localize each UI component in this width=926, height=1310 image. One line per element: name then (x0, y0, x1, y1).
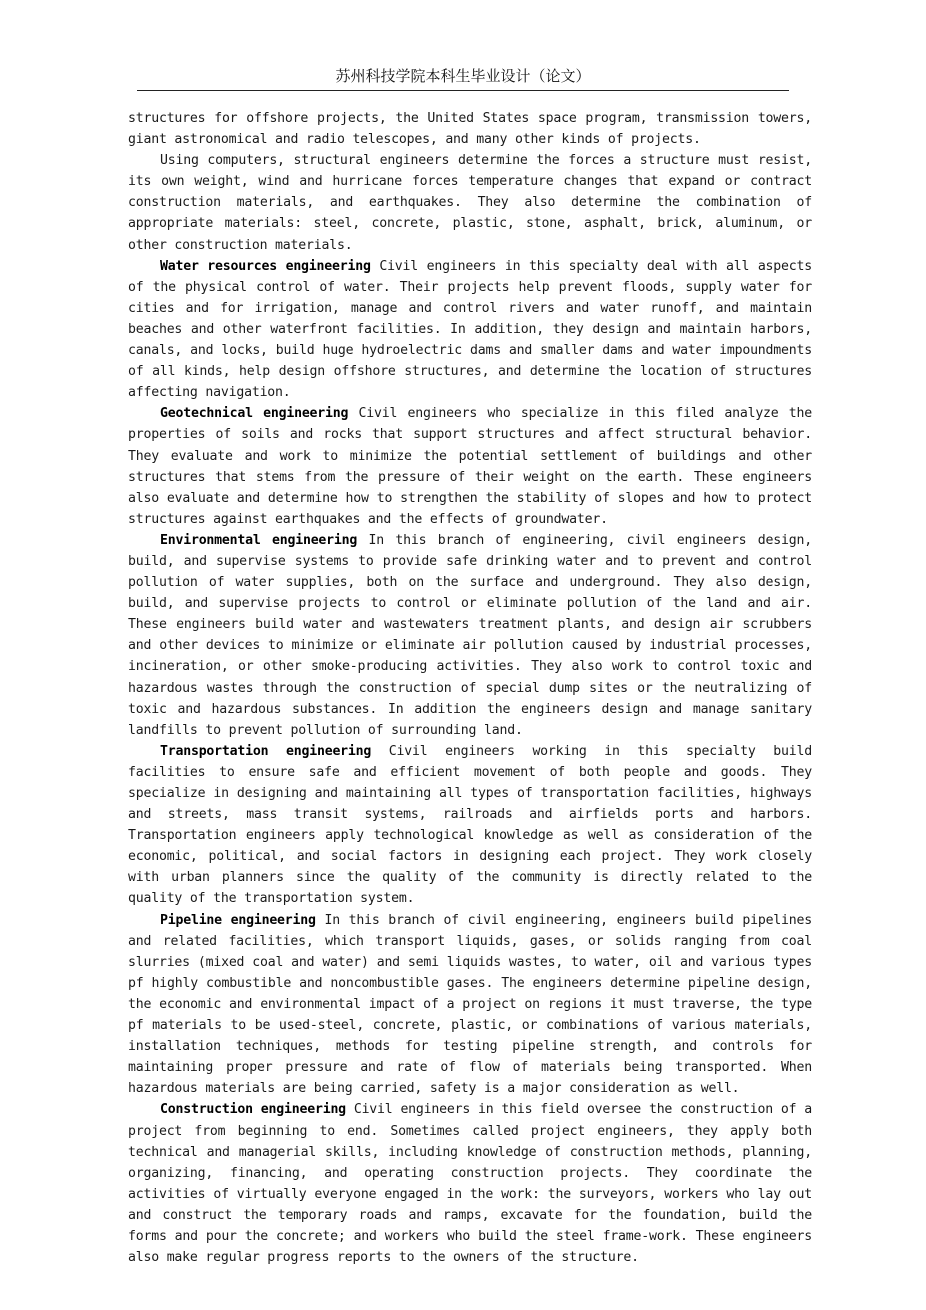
paragraph-environmental (128, 530, 812, 741)
paragraph-pipeline (128, 910, 812, 1100)
paragraph-text: In this branch of civil engineering, engineers build pipelines and related facilities, which transport liquids, gases, or solids ranging from coal slurries (mixed coal and water) and semi liquids wastes, to water, oil and various types pf highly combustible and noncombustible gases. The engineers determine pipeline design, the economic and environmental impact of a project on regions it must traverse, the type pf materials to be used-steel, concrete, plastic, or combinations of various materials, installation techniques, methods for testing pipeline strength, and controls for maintaining proper pressure and rate of flow of materials being transported. When hazardous materials are being carried, safety is a major consideration as well. (128, 912, 813, 1097)
paragraph-construction (128, 1099, 812, 1268)
paragraph-geotechnical (128, 403, 812, 530)
paragraph (128, 150, 812, 255)
section-term: Water resources engineering (160, 258, 371, 274)
section-term: Environmental engineering (160, 532, 358, 548)
document-body (128, 108, 812, 1268)
paragraph-text: Civil engineers in this specialty deal with all aspects of the physical control of water. Their projects help prevent floods, supply water for cities and for irrigation, manage and control rivers and water runoff, and maintain beaches and other waterfront facilities. In addition, they design and maintain harbors, canals, and locks, build huge hydroelectric dams and smaller dams and water impoundments of all kinds, help design offshore structures, and determine the location of structures affecting navigation. (128, 258, 812, 401)
paragraph-text: Civil engineers who specialize in this filed analyze the properties of soils and rocks that support structures and affect structural behavior. They evaluate and work to minimize the potential settlement of buildings and other structures that stems from the pressure of their weight on the earth. These engineers also evaluate and determine how to strengthen the stability of slopes and how to protect structures against earthquakes and the effects of groundwater. (128, 406, 813, 527)
section-term: Construction engineering (160, 1102, 346, 1118)
header-rule (137, 90, 789, 91)
section-term: Transportation engineering (160, 743, 372, 759)
page-header: 苏州科技学院本科生毕业设计（论文） (335, 67, 591, 85)
paragraph-text: Civil engineers working in this specialty build facilities to ensure safe and efficient movement of both people and goods. They specialize in designing and maintaining all types of transportation facilities, highways and streets, mass transit systems, railroads and airfields ports and harbors. Transportation engineers apply technological knowledge as well as consideration of the economic, political, and social factors in designing each project. They work closely with urban planners since the quality of the community is directly related to the quality of the transportation system. (128, 743, 812, 907)
paragraph-water-resources (128, 256, 812, 404)
section-term: Pipeline engineering (160, 912, 316, 928)
paragraph-text: In this branch of engineering, civil engineers design, build, and supervise systems to provide safe drinking water and to prevent and control pollution of water supplies, both on the surface and underground. They also design, build, and supervise projects to control or eliminate pollution of the land and air. These engineers build water and wastewaters treatment plants, and design air scrubbers and other devices to minimize or eliminate air pollution caused by industrial processes, incineration, or other smoke-producing activities. They also work to control toxic and hazardous wastes through the construction of special dump sites or the neutralizing of toxic and hazardous substances. In addition the engineers design and manage sanitary landfills to prevent pollution of surrounding land. (128, 532, 812, 738)
paragraph-text: structures for offshore projects, the United States space program, transmission towers, giant astronomical and radio telescopes, and many other kinds of projects. (128, 111, 812, 148)
paragraph (128, 108, 812, 150)
paragraph-text: Civil engineers in this field oversee the construction of a project from beginning to end. Sometimes called project engineers, they apply both technical and managerial skills, including knowledge of construction methods, planning, organizing, financing, and operating construction projects. They coordinate the activities of virtually everyone engaged in the work: the surveyors, workers who lay out and construct the temporary roads and ramps, excavate for the foundation, build the forms and pour the concrete; and workers who build the steel frame-work. These engineers also make regular progress reports to the owners of the structure. (128, 1102, 812, 1266)
paragraph-text: Using computers, structural engineers determine the forces a structure must resist, its own weight, wind and hurricane forces temperature changes that expand or contract construction materials, and earthquakes. They also determine the combination of appropriate materials: steel, concrete, plastic, stone, asphalt, brick, aluminum, or other construction materials. (128, 153, 812, 253)
paragraph-transportation (128, 741, 812, 910)
section-term: Geotechnical engineering (160, 406, 349, 422)
